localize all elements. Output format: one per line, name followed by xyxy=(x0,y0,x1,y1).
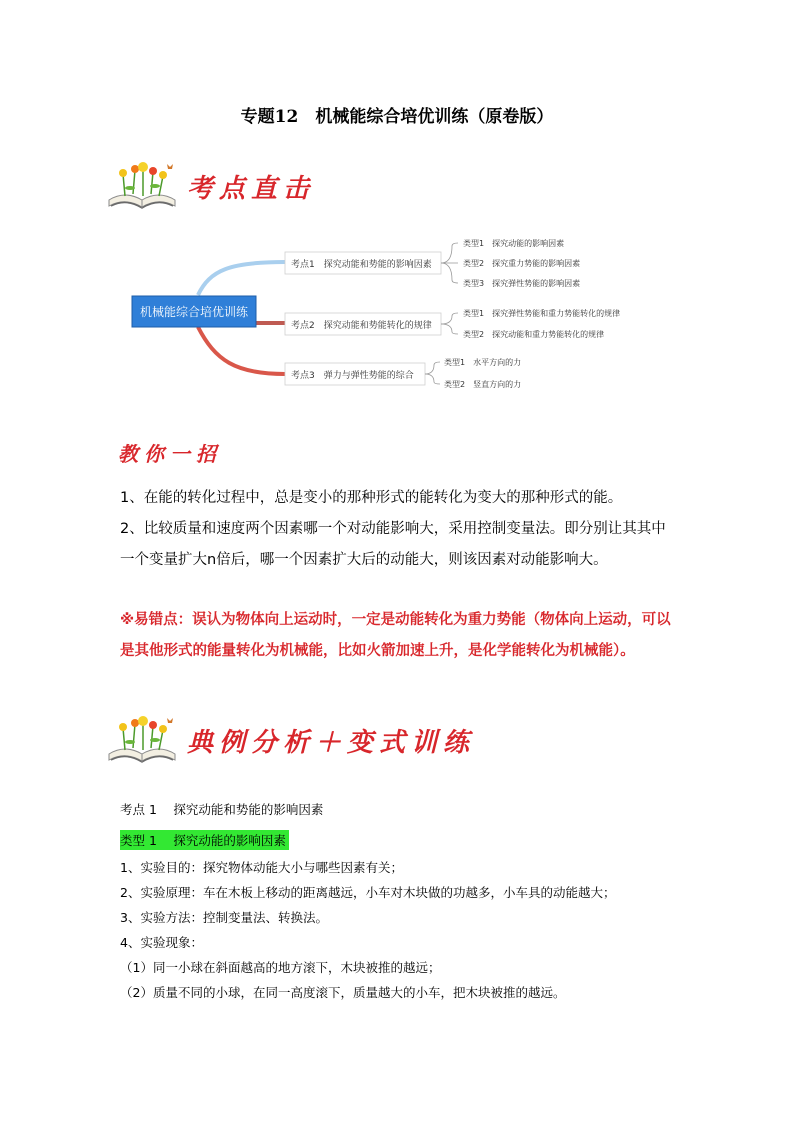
mindmap-branch-3-label: 考点3 弹力与弹性势能的综合 xyxy=(291,371,414,381)
teach-heading: 教你一招 xyxy=(118,442,222,466)
mindmap-branch-3-item-2: 类型2 竖直方向的力 xyxy=(444,380,522,389)
mind-map xyxy=(0,0,794,420)
kaodian-heading: 考点 1 探究动能和势能的影响因素 xyxy=(120,802,324,817)
mindmap-branch-2-item-1: 类型1 探究弹性势能和重力势能转化的规律 xyxy=(463,309,621,318)
book-flowers-icon xyxy=(105,714,179,766)
section-banner-examples xyxy=(105,714,475,766)
mindmap-branch-1-item-3: 类型3 探究弹性势能的影响因素 xyxy=(463,279,581,288)
experiment-list xyxy=(120,855,720,1005)
list-item: （1）同一小球在斜面越高的地方滚下，木块被推的越远； xyxy=(120,960,441,975)
mindmap-branch-1-item-2: 类型2 探究重力势能的影响因素 xyxy=(463,259,581,268)
branch-connector-3 xyxy=(198,327,285,374)
mindmap-branch-1-label: 考点1 探究动能和势能的影响因素 xyxy=(291,260,432,270)
banner-kaodian-text: 考点直击 xyxy=(187,173,316,204)
mindmap-branch-3-item-1: 类型1 水平方向的力 xyxy=(444,358,522,367)
type-heading: 类型 1 探究动能的影响因素 xyxy=(120,830,289,850)
teach-paragraph-2: 2、比较质量和速度两个因素哪一个对动能影响大，采用控制变量法。即分别让其其中一个变量扩大n倍后，哪一个因素扩大后的动能大，则该因素对动能影响大。 xyxy=(120,521,666,568)
list-item: 2、实验原理：车在木板上移动的距离越远，小车对木块做的功越多，小车具的动能越大； xyxy=(120,885,616,900)
mindmap-branch-1-item-1: 类型1 探究动能的影响因素 xyxy=(463,239,565,248)
list-item: 1、实验目的：探究物体动能大小与哪些因素有关； xyxy=(120,860,403,875)
branch-connector-1 xyxy=(198,262,285,295)
mindmap-root-label: 机械能综合培优训练 xyxy=(139,305,249,319)
warning-note: ※易错点：误认为物体向上运动时，一定是动能转化为重力势能（物体向上运动，可以是其他形式的能量转化为机械能，比如火箭加速上升，是化学能转化为机械能）。 xyxy=(120,612,671,659)
list-item: 3、实验方法：控制变量法、转换法。 xyxy=(120,910,328,925)
mindmap-branch-2-label: 考点2 探究动能和势能转化的规律 xyxy=(291,321,432,331)
mindmap-branch-2-item-2: 类型2 探究动能和重力势能转化的规律 xyxy=(463,330,605,339)
list-item: （2）质量不同的小球，在同一高度滚下，质量越大的小车，把木块被推的越远。 xyxy=(120,985,566,1000)
teach-paragraph-1: 1、在能的转化过程中，总是变小的那种形式的能转化为变大的那种形式的能。 xyxy=(120,490,623,506)
list-item: 4、实验现象： xyxy=(120,935,203,950)
document-title: 专题12 机械能综合培优训练（原卷版） xyxy=(240,107,554,127)
banner-examples-text: 典例分析＋变式训练 xyxy=(187,727,476,758)
